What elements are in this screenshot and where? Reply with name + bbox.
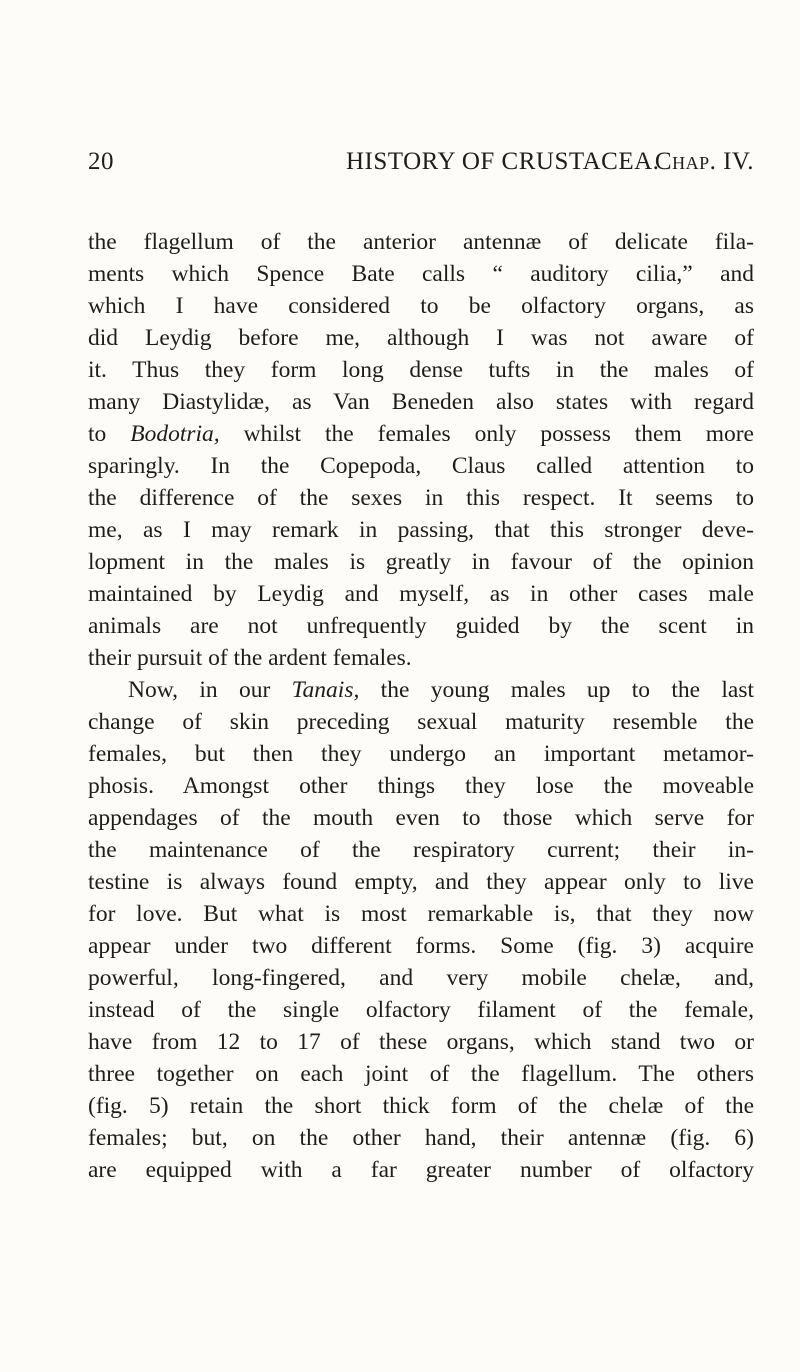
paragraph: [88, 226, 754, 674]
text-line: powerful, long-fingered, and very mobile chelæ, and,: [88, 965, 754, 991]
text-line: which I have considered to be olfactory organs, as: [88, 293, 754, 319]
text-line: their pursuit of the ardent females.: [88, 645, 412, 671]
text-line: sparingly. In the Copepoda, Claus called attention to: [88, 453, 754, 479]
text-line: many Diastylidæ, as Van Beneden also states with regard: [88, 389, 754, 415]
text-run: the young males up to the last: [359, 677, 754, 703]
text-line: females, but then they undergo an important metamor-: [88, 741, 754, 767]
chapter-label: Chap. IV.: [654, 148, 754, 175]
text-line: have from 12 to 17 of these organs, which stand two or: [88, 1029, 754, 1055]
text-line: the flagellum of the anterior antennæ of delicate fila-: [88, 229, 754, 255]
text-line: the difference of the sexes in this respect. It seems to: [88, 485, 754, 511]
text-line: [88, 418, 754, 450]
text-run: to: [88, 421, 131, 447]
text-line: did Leydig before me, although I was not aware of: [88, 325, 754, 351]
text-run: Now, in our: [128, 677, 292, 703]
text-line: it. Thus they form long dense tufts in the males of: [88, 357, 754, 383]
text-line: change of skin preceding sexual maturity resemble the: [88, 709, 754, 735]
running-title: HISTORY OF CRUSTACEA.: [346, 148, 660, 175]
text-line: ments which Spence Bate calls “ auditory cilia,” and: [88, 261, 754, 287]
text-line: animals are not unfrequently guided by the scent in: [88, 613, 754, 639]
text-line: appendages of the mouth even to those which serve for: [88, 805, 754, 831]
text-line: three together on each joint of the flagellum. The others: [88, 1061, 754, 1087]
text-line: for love. But what is most remarkable is, that they now: [88, 901, 754, 927]
text-line: instead of the single olfactory filament of the female,: [88, 997, 754, 1023]
paragraph: [88, 674, 754, 1186]
genus-name-italic: Tanais,: [291, 677, 360, 703]
text-run: whilst the females only possess them more: [219, 421, 754, 447]
text-line: me, as I may remark in passing, that this stronger deve-: [88, 517, 754, 543]
text-line: phosis. Amongst other things they lose the moveable: [88, 773, 754, 799]
running-head: [88, 148, 754, 184]
text-line: are equipped with a far greater number of olfactory: [88, 1157, 754, 1183]
text-line: females; but, on the other hand, their antennæ (fig. 6): [88, 1125, 754, 1151]
text-line: lopment in the males is greatly in favour of the opinion: [88, 549, 754, 575]
text-line: [88, 674, 754, 706]
text-line: maintained by Leydig and myself, as in other cases male: [88, 581, 754, 607]
text-line: the maintenance of the respiratory current; their in-: [88, 837, 754, 863]
text-line: (fig. 5) retain the short thick form of the chelæ of the: [88, 1093, 754, 1119]
body-text: [88, 226, 754, 1186]
page-number: 20: [88, 148, 114, 175]
genus-name-italic: Bodotria,: [130, 421, 220, 447]
text-line: testine is always found empty, and they appear only to live: [88, 869, 754, 895]
text-line: appear under two different forms. Some (fig. 3) acquire: [88, 933, 754, 959]
